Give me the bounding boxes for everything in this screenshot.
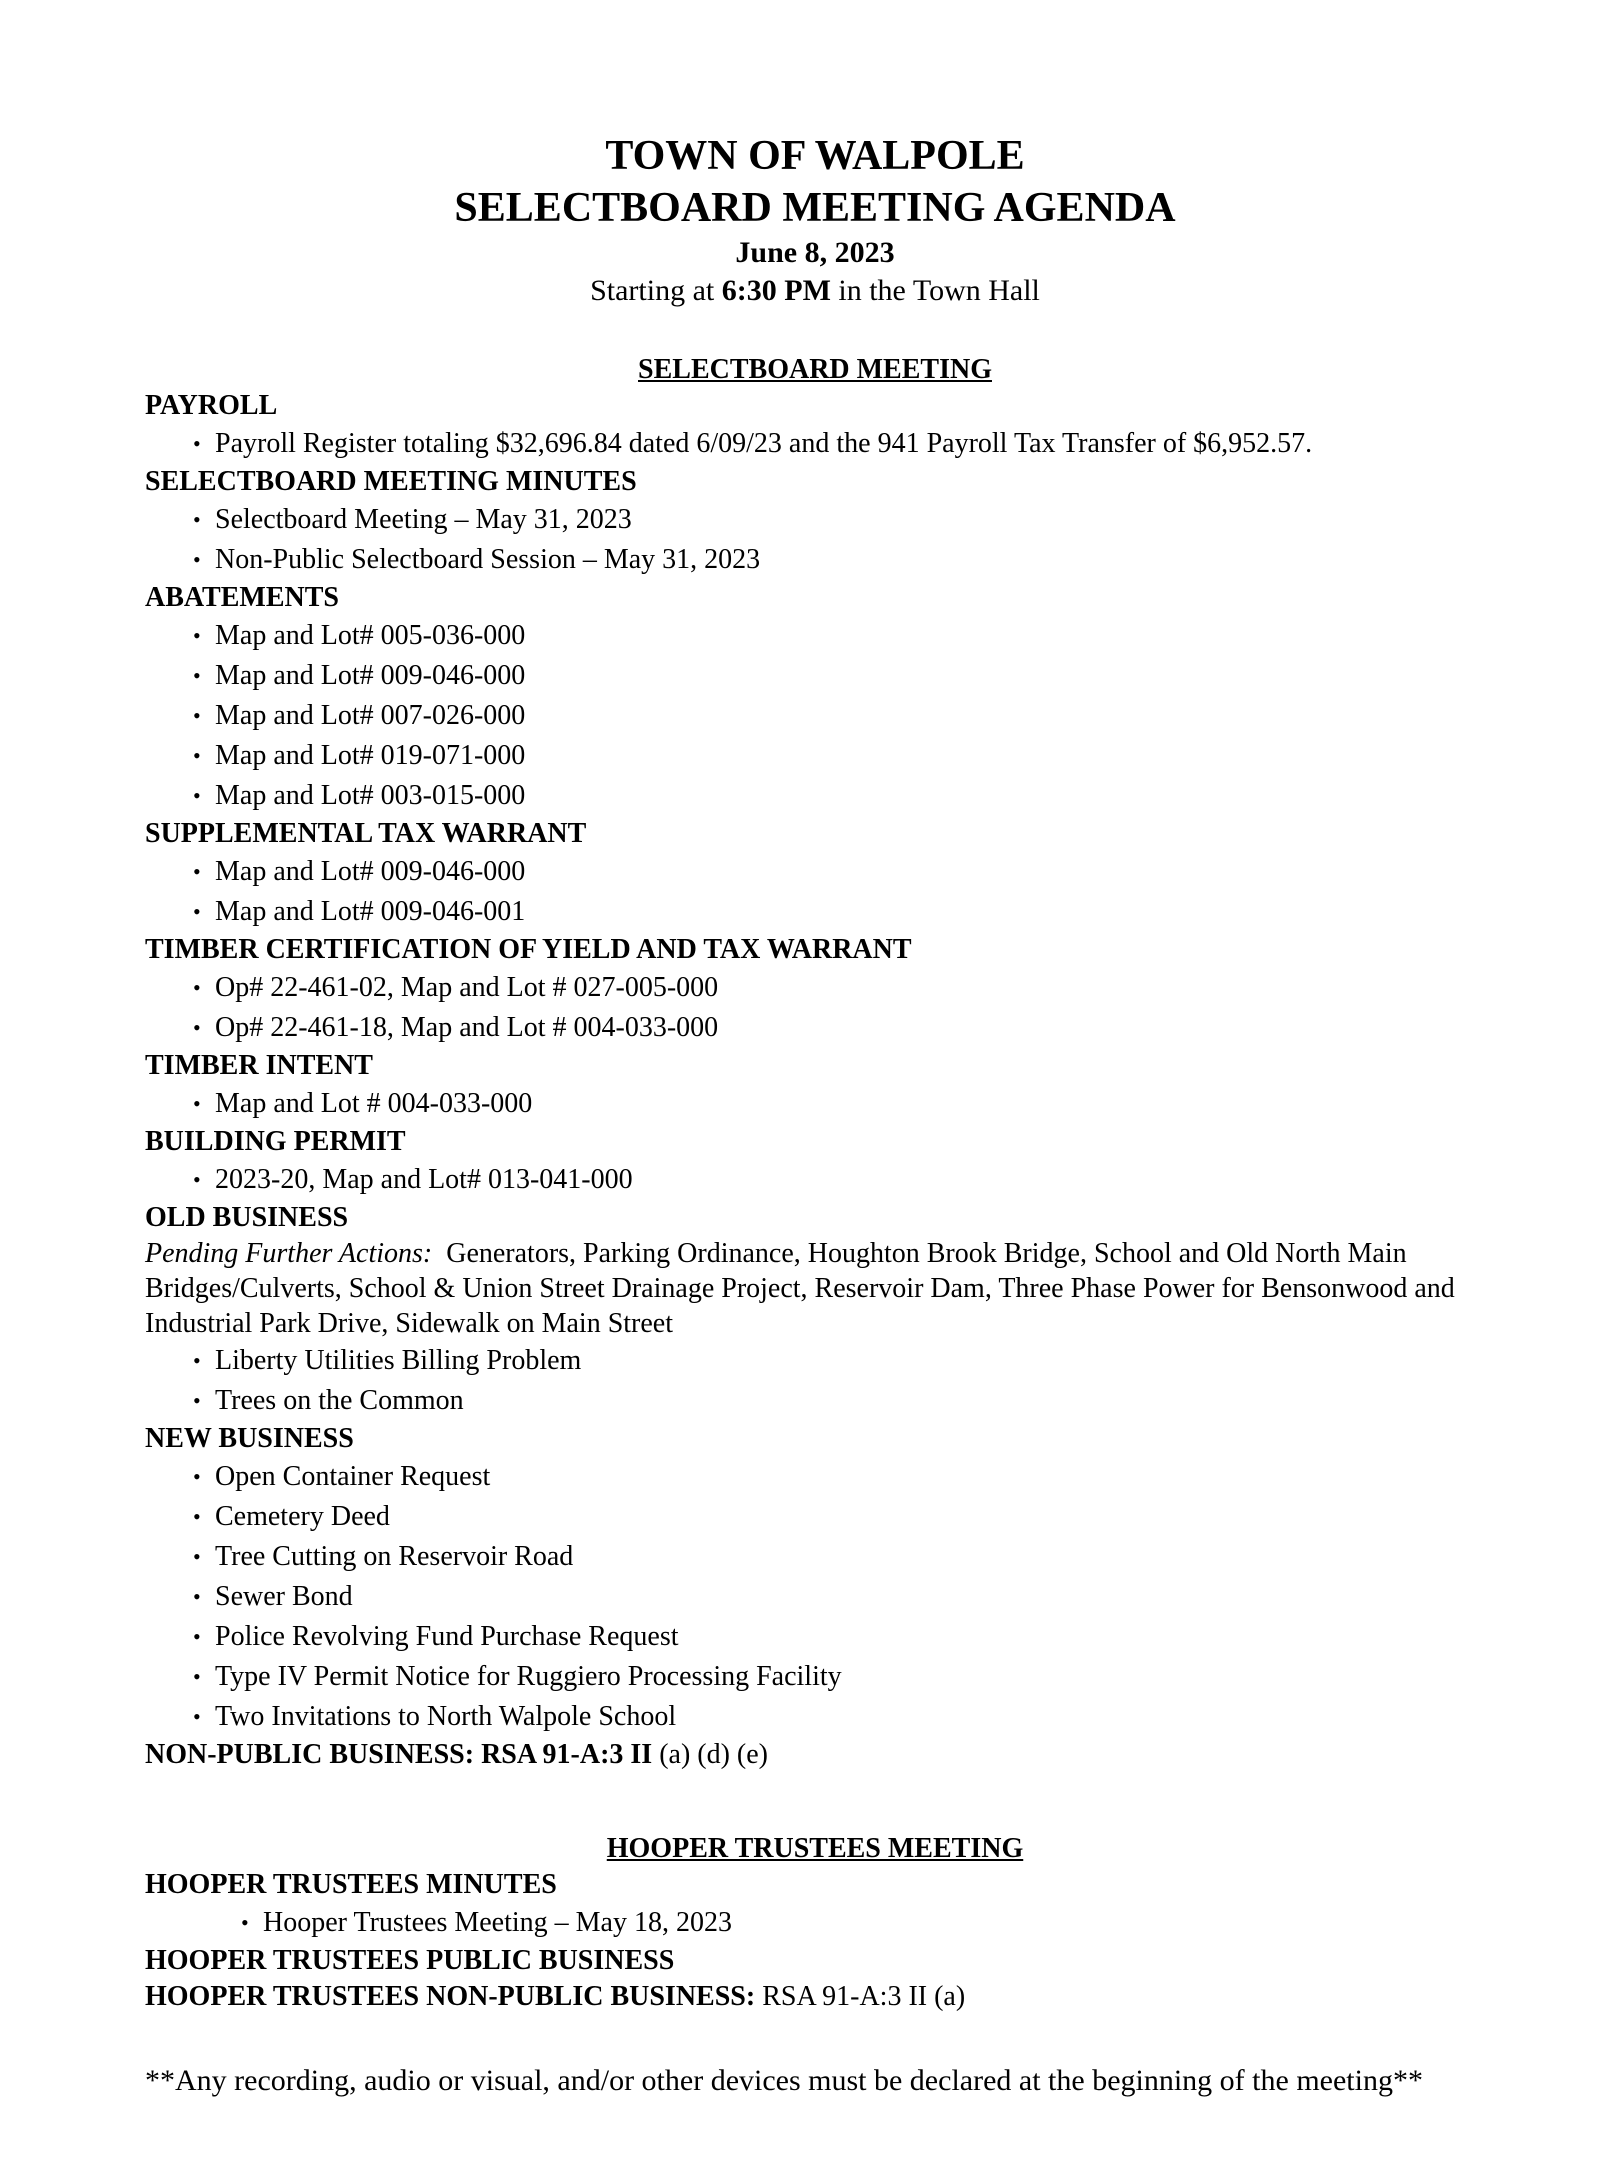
- list-item: • Map and Lot# 009-046-000: [145, 852, 1485, 892]
- list-item: • Op# 22-461-18, Map and Lot # 004-033-000: [145, 1008, 1485, 1048]
- payroll-heading: PAYROLL: [145, 390, 278, 421]
- list-item: • Map and Lot# 005-036-000: [145, 616, 1485, 656]
- bullet: •: [193, 1704, 201, 1729]
- bullet: •: [193, 1624, 201, 1649]
- building-permit-heading: BUILDING PERMIT: [145, 1126, 406, 1157]
- list-item: • Liberty Utilities Billing Problem: [145, 1341, 1485, 1381]
- list-item: • Cemetery Deed: [145, 1497, 1485, 1537]
- bullet: •: [193, 1544, 201, 1569]
- supplemental-heading: SUPPLEMENTAL TAX WARRANT: [145, 818, 587, 849]
- list-item: • Non-Public Selectboard Session – May 31, 2023: [145, 540, 1485, 580]
- agenda-page: [145, 130, 1485, 2099]
- bullet: •: [193, 507, 201, 532]
- list-item: • Trees on the Common: [145, 1381, 1485, 1421]
- bullet: •: [193, 899, 201, 924]
- bullet: •: [241, 1910, 249, 1935]
- list-item: • Map and Lot# 009-046-000: [145, 656, 1485, 696]
- bullet: •: [193, 743, 201, 768]
- list-item: • Open Container Request: [145, 1457, 1485, 1497]
- bullet: •: [193, 663, 201, 688]
- pending-label: Pending Further Actions:: [145, 1238, 433, 1269]
- list-item: • Sewer Bond: [145, 1577, 1485, 1617]
- non-public-suffix: (a) (d) (e): [652, 1739, 769, 1770]
- timber-cert-heading: TIMBER CERTIFICATION OF YIELD AND TAX WARRANT: [145, 934, 912, 965]
- pending-text: Generators, Parking Ordinance, Houghton Brook Bridge, School and Old North Main Bridges/Culverts, School & Union Street Drainage Project, Reservoir Dam, Three Phase Power for Bensonwood and Industrial Park Drive, Sidewalk on Main Street: [145, 1238, 1455, 1339]
- hooper-minutes-heading: HOOPER TRUSTEES MINUTES: [145, 1869, 557, 1900]
- selectboard-meeting-heading: SELECTBOARD MEETING: [638, 354, 992, 385]
- town-title: TOWN OF WALPOLE: [605, 133, 1025, 179]
- list-item: • Map and Lot # 004-033-000: [145, 1084, 1485, 1124]
- list-item: • Police Revolving Fund Purchase Request: [145, 1617, 1485, 1657]
- hooper-non-public-heading: [145, 1979, 1485, 2015]
- new-business-heading: NEW BUSINESS: [145, 1423, 354, 1454]
- bullet: •: [193, 547, 201, 572]
- non-public-label: NON-PUBLIC BUSINESS: RSA 91-A:3 II: [145, 1739, 653, 1770]
- bullet: •: [193, 1388, 201, 1413]
- bullet: •: [193, 975, 201, 1000]
- list-item: • Hooper Trustees Meeting – May 18, 2023: [145, 1903, 1485, 1943]
- list-item: • Selectboard Meeting – May 31, 2023: [145, 500, 1485, 540]
- bullet: •: [193, 1091, 201, 1116]
- list-item: • 2023-20, Map and Lot# 013-041-000: [145, 1160, 1485, 1200]
- list-item: • Op# 22-461-02, Map and Lot # 027-005-000: [145, 968, 1485, 1008]
- start-time: 6:30 PM: [721, 274, 831, 307]
- meeting-date: June 8, 2023: [735, 236, 895, 269]
- hooper-meeting-heading: HOOPER TRUSTEES MEETING: [606, 1833, 1024, 1864]
- list-item: • Payroll Register totaling $32,696.84 dated 6/09/23 and the 941 Payroll Tax Transfer of $6,952.57.: [145, 424, 1485, 464]
- list-item: • Map and Lot# 007-026-000: [145, 696, 1485, 736]
- bullet: •: [193, 1348, 201, 1373]
- bullet: •: [193, 431, 201, 456]
- bullet: •: [193, 1464, 201, 1489]
- bullet: •: [193, 1504, 201, 1529]
- timber-intent-heading: TIMBER INTENT: [145, 1050, 373, 1081]
- hooper-public-heading: HOOPER TRUSTEES PUBLIC BUSINESS: [145, 1945, 675, 1976]
- list-item: • Tree Cutting on Reservoir Road: [145, 1537, 1485, 1577]
- pending-actions: [145, 1236, 1485, 1341]
- start-prefix: Starting at: [590, 274, 722, 307]
- non-public-heading: [145, 1737, 1485, 1773]
- hooper-non-public-label: HOOPER TRUSTEES NON-PUBLIC BUSINESS:: [145, 1981, 756, 2012]
- bullet: •: [193, 1167, 201, 1192]
- start-suffix: in the Town Hall: [830, 274, 1040, 307]
- bullet: •: [193, 783, 201, 808]
- recording-notice: **Any recording, audio or visual, and/or other devices must be declared at the beginning of the meeting**: [145, 2064, 1423, 2097]
- bullet: •: [193, 703, 201, 728]
- old-business-heading: OLD BUSINESS: [145, 1202, 349, 1233]
- abatements-heading: ABATEMENTS: [145, 582, 339, 613]
- bullet: •: [193, 859, 201, 884]
- bullet: •: [193, 623, 201, 648]
- meeting-start: [145, 272, 1485, 310]
- list-item: • Map and Lot# 009-046-001: [145, 892, 1485, 932]
- list-item: • Type IV Permit Notice for Ruggiero Processing Facility: [145, 1657, 1485, 1697]
- hooper-non-public-suffix: RSA 91-A:3 II (a): [755, 1981, 966, 2012]
- list-item: • Two Invitations to North Walpole School: [145, 1697, 1485, 1737]
- bullet: •: [193, 1664, 201, 1689]
- minutes-heading: SELECTBOARD MEETING MINUTES: [145, 466, 637, 497]
- bullet: •: [193, 1015, 201, 1040]
- list-item: • Map and Lot# 019-071-000: [145, 736, 1485, 776]
- bullet: •: [193, 1584, 201, 1609]
- list-item: • Map and Lot# 003-015-000: [145, 776, 1485, 816]
- agenda-title: SELECTBOARD MEETING AGENDA: [454, 185, 1176, 231]
